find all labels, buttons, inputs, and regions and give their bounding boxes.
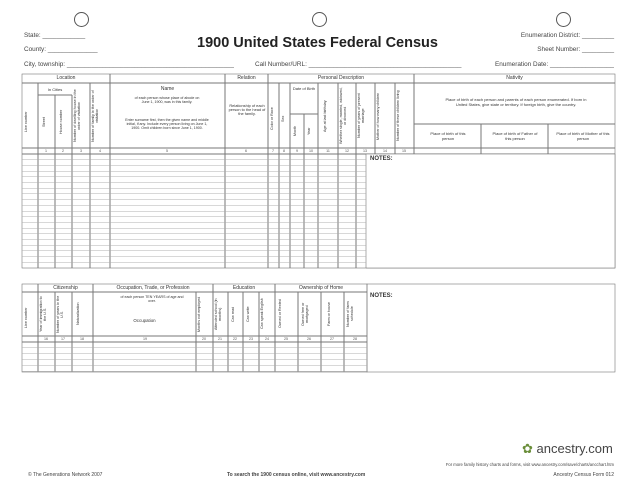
nativity-description: Place of birth of each person and parents of each person enumerated. If born in United States, give state or territory. If foreign birth, give the country. (445, 97, 587, 107)
lower-col-number: 28 (353, 337, 357, 341)
sheet-field[interactable]: Sheet Number: _________ (537, 46, 614, 53)
date-of-birth-label: Date of Birth (292, 86, 316, 91)
ancestry-brand: ancestry.com (536, 441, 613, 456)
upper-col-number: 15 (402, 149, 406, 153)
page-title: 1900 United States Federal Census (197, 35, 438, 51)
lower-col-number: 16 (44, 337, 48, 341)
years-in-us-label: Number of years in the U.S. (56, 295, 64, 333)
mother-of-children-label: Mother of how many children (376, 92, 380, 140)
pob-mother-label: Place of birth of Mother of this person (556, 131, 610, 141)
years-married-label: Number of years of present marriage (357, 93, 365, 139)
upper-col-number: 7 (272, 149, 274, 153)
state-field[interactable]: State: ____________ (24, 32, 86, 39)
copyright-text: © The Generations Network 2007 (28, 472, 103, 478)
personal-description-header: Personal Description (317, 75, 365, 81)
lower-col-number: 25 (284, 337, 288, 341)
sex-label: Sex (281, 115, 285, 123)
lower-col-number: 26 (307, 337, 311, 341)
upper-col-number: 8 (283, 149, 285, 153)
age-label: Age at last birthday (323, 100, 327, 132)
occupation-description: of each person TEN YEARS of age and over. (120, 295, 184, 304)
lower-col-number: 27 (330, 337, 334, 341)
name-instructions: Enter surname first, then the given name and middle initial, if any. Include every person living on June 1, 1900. Omit children born since June 1, 1900. (125, 118, 209, 131)
upper-col-number: 4 (99, 149, 101, 153)
relation-header: Relation (237, 75, 256, 81)
date-field[interactable]: Enumeration Date: __________________ (494, 61, 614, 68)
farm-schedule-label: Number of farm schedule (346, 301, 354, 327)
upper-col-number: 12 (345, 149, 349, 153)
ancestry-logo (522, 441, 613, 457)
upper-col-number: 11 (326, 149, 330, 153)
street-label: Street (42, 117, 46, 127)
search-online-text: To search the 1900 census online, visit www.ancestry.com (227, 472, 366, 478)
lower-col-number: 24 (265, 337, 269, 341)
house-number-label: House number (59, 109, 63, 135)
upper-notes-label: NOTES: (370, 156, 393, 162)
immigration-year-label: Year of immigration to the U.S. (39, 296, 47, 332)
month-label: Month (293, 125, 297, 137)
lower-col-number: 19 (143, 337, 147, 341)
upper-col-number: 5 (166, 149, 168, 153)
occupation-band-header: Occupation, Trade, or Profession (116, 285, 190, 291)
children-living-label: Number of these children living (396, 90, 400, 142)
relation-description: Relationship of each person to the head of the family. (228, 103, 266, 117)
nativity-header: Nativity (506, 75, 523, 81)
ownership-header: Ownership of Home (298, 285, 344, 291)
in-cities-header: In Cities (47, 87, 63, 92)
district-field[interactable]: Enumeration District: _________ (520, 32, 614, 39)
lower-col-number: 22 (233, 337, 237, 341)
color-race-label: Color or Race (270, 107, 274, 131)
can-write-label: Can write (246, 306, 250, 322)
occupation-label: Occupation (133, 318, 156, 323)
lower-col-number: 21 (218, 337, 222, 341)
city-field[interactable]: City, township: _______________________________________________ (24, 61, 234, 68)
upper-col-number: 2 (62, 149, 64, 153)
lower-col-number: 17 (61, 337, 65, 341)
name-header: Name (160, 86, 175, 92)
attended-school-label: Attended school (in months) (214, 298, 222, 330)
owned-rented-label: Owned or Rented (278, 299, 282, 329)
upper-col-number: 13 (363, 149, 367, 153)
pob-father-label: Place of birth of Father of this person (492, 131, 538, 141)
lower-col-number: 23 (249, 337, 253, 341)
free-mortgaged-label: Owned free or mortgaged (301, 302, 309, 326)
lower-notes-label: NOTES: (370, 293, 393, 299)
upper-col-number: 6 (245, 149, 247, 153)
marital-status-label: Whether single, married, widowed, or divorced (339, 87, 347, 145)
dwelling-number-label: Number of dwelling house in the order of visitation (73, 89, 81, 143)
can-speak-english-label: Can speak English (260, 298, 264, 330)
upper-col-number: 1 (45, 149, 47, 153)
family-number-label: Number of family in the order of visitation (91, 90, 99, 142)
can-read-label: Can read (231, 306, 235, 322)
farm-house-label: Farm or house (327, 302, 331, 326)
months-unemployed-label: Months not employed (197, 296, 201, 332)
lower-line-number-label: Line number (24, 307, 28, 329)
upper-col-number: 9 (296, 149, 298, 153)
lower-col-number: 20 (202, 337, 206, 341)
upper-col-number: 14 (383, 149, 387, 153)
citizenship-header: Citizenship (53, 285, 78, 291)
upper-col-number: 3 (80, 149, 82, 153)
education-header: Education (232, 285, 256, 291)
form-id-text: Ancestry Census Form 012 (553, 472, 614, 478)
location-header: Location (56, 75, 76, 81)
upper-col-number: 10 (309, 149, 313, 153)
year-label: Year (307, 127, 311, 135)
leaf-icon: ✿ (522, 441, 533, 456)
naturalization-label: Naturalization (76, 302, 80, 326)
line-number-label: Line number (24, 111, 28, 133)
more-charts-text: For more family history charts and forms, visit www.ancestry.com/save/charts/ancchart.htm (445, 462, 614, 467)
name-description: of each person whose place of abode on June 1, 1900, was in this family. (134, 96, 200, 105)
call-number-field[interactable]: Call Number/URL: ___________________________________________ (255, 61, 462, 68)
county-field[interactable]: County: ______________ (24, 46, 98, 53)
lower-col-number: 18 (80, 337, 84, 341)
pob-person-label: Place of birth of this person (430, 131, 466, 141)
